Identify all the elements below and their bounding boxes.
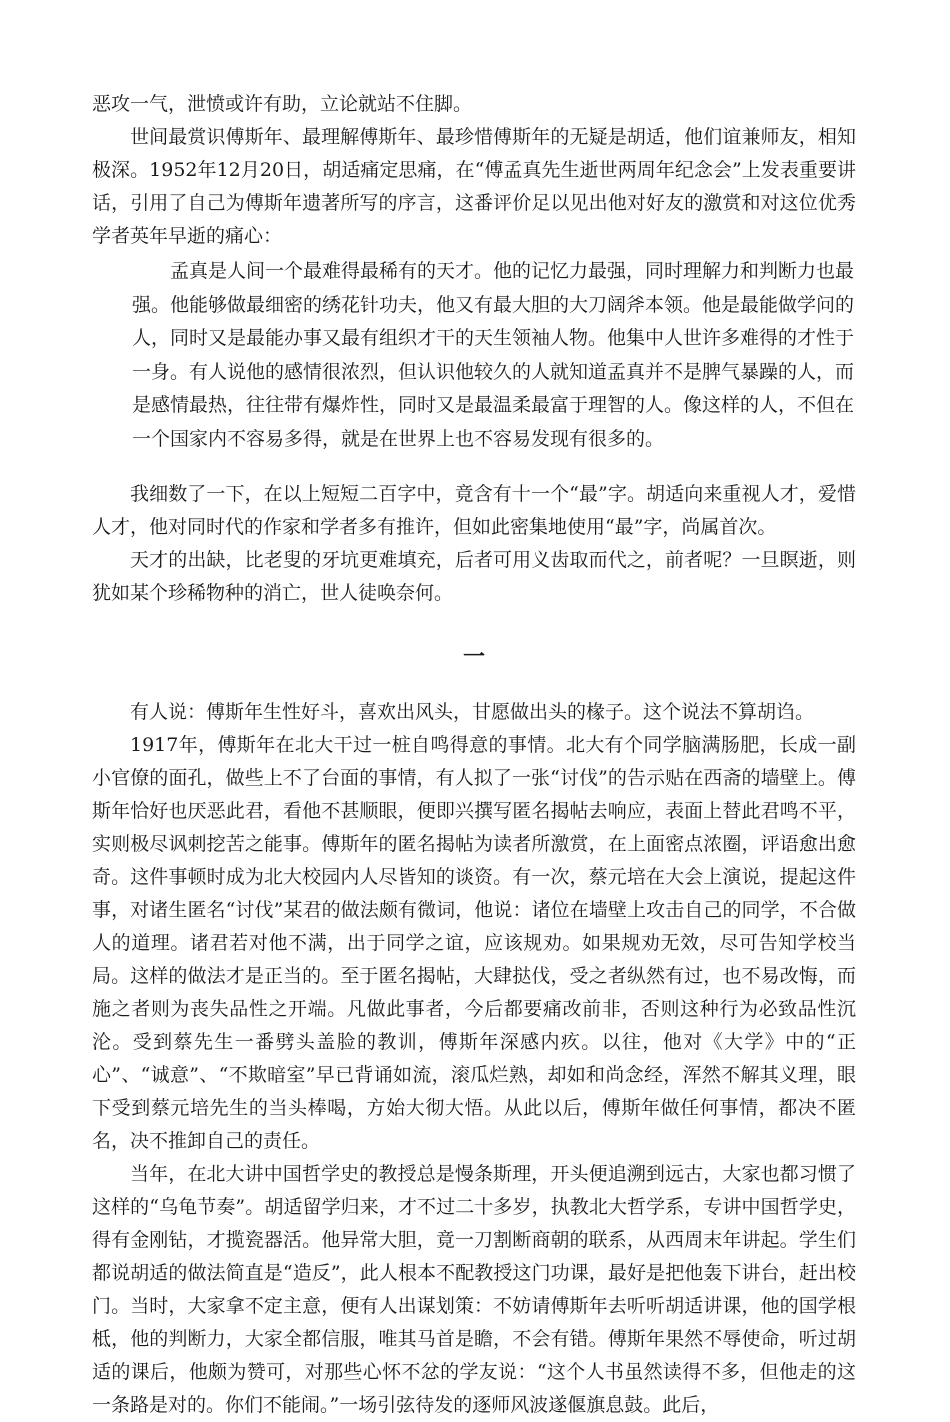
- paragraph-1917-anecdote: 1917年，傅斯年在北大干过一桩自鸣得意的事情。北大有个同学脑满肠肥，长成一副小官僚的面孔，做些上不了台面的事情，有人拟了一张“讨伐”的告示贴在西斋的墙壁上。傅斯年恰好也厌恶此君，看他不甚顺眼，便即兴撰写匿名揭帖去响应，表面上替此君鸣不平，实则极尽讽刺挖苦之能事。傅斯年的匿名揭帖为读者所激赏，在上面密点浓圈，评语愈出愈奇。这件事顿时成为北大校园内人尽皆知的谈资。有一次，蔡元培在大会上演说，提起这件事，对诸生匿名“讨伐”某君的做法颇有微词，他说：诸位在墙壁上攻击自己的同学，不合做人的道理。诸君若对他不满，出于同学之谊，应该规劝。如果规劝无效，尽可告知学校当局。这样的做法才是正当的。至于匿名揭帖，大肆挞伐，受之者纵然有过，也不易改悔，而施之者则为丧失品性之开端。凡做此事者，今后都要痛改前非，否则这种行为必致品性沉沦。受到蔡先生一番劈头盖脸的教训，傅斯年深感内疚。以往，他对《大学》中的“正心”、“诚意”、“不欺暗室”早已背诵如流，滚瓜烂熟，却如和尚念经，浑然不解其义理，眼下受到蔡元培先生的当头棒喝，方始大彻大悟。从此以后，傅斯年做任何事情，都决不匿名，决不推卸自己的责任。: [92, 734, 856, 1152]
- paragraph-count-zui: 我细数了一下，在以上短短二百字中，竟含有十一个“最”字。胡适向来重视人才，爱惜人才，他对同时代的作家和学者多有推许，但如此密集地使用“最”字，尚属首次。: [92, 483, 856, 538]
- paragraph-section-opening: 有人说：傅斯年生性好斗，喜欢出风头，甘愿做出头的椽子。这个说法不算胡诌。: [130, 701, 815, 723]
- document-page: [92, 88, 856, 1422]
- paragraph-hu-shi-intro: 世间最赏识傅斯年、最理解傅斯年、最珍惜傅斯年的无疑是胡适，他们谊兼师友，相知极深。1952年12月20日，胡适痛定思痛，在“傅孟真先生逝世两周年纪念会”上发表重要讲话，引用了自己为傅斯年遗著所写的序言，这番评价足以见出他对好友的激赏和对这位优秀学者英年早逝的痛心：: [92, 126, 856, 247]
- section-number: 一: [462, 645, 485, 670]
- paragraph-genius-loss: 天才的出缺，比老叟的牙坑更难填充，后者可用义齿取而代之，前者呢？一旦瞑逝，则犹如某个珍稀物种的消亡，世人徒唤奈何。: [92, 549, 856, 604]
- paragraph-continuation: 恶攻一气，泄愤或许有助，立论就站不住脚。: [92, 93, 473, 115]
- block-quote-hu-shi: 孟真是人间一个最难得最稀有的天才。他的记忆力最强，同时理解力和判断力也最强。他能够做最细密的绣花针功夫，他又有最大胆的大刀阔斧本领。他是最能做学问的人，同时又是最能办事又最有组织才干的天生领袖人物。他集中人世许多难得的才性于一身。有人说他的感情很浓烈，但认识他较久的人就知道孟真并不是脾气暴躁的人，而是感情最热，往往带有爆炸性，同时又是最温柔最富于理智的人。像这样的人，不但在一个国家内不容易多得，就是在世界上也不容易发现有很多的。: [132, 260, 855, 450]
- spacer: [92, 456, 856, 478]
- paragraph-philosophy-lecture: 当年，在北大讲中国哲学史的教授总是慢条斯理，开头便追溯到远古，大家也都习惯了这样的“乌龟节奏”。胡适留学归来，才不过二十多岁，执教北大哲学系，专讲中国哲学史，得有金刚钻，才揽瓷器活。他异常大胆，竟一刀割断商朝的联系，从西周末年讲起。学生们都说胡适的做法简直是“造反”，此人根本不配教授这门功课，最好是把他轰下讲台，赶出校门。当时，大家拿不定主意，便有人出谋划策：不妨请傅斯年去听听胡适讲课，他的国学根柢，他的判断力，大家全都信服，唯其马首是瞻，不会有错。傅斯年果然不辱使命，听过胡适的课后，他颇为赞可，对那些心怀不忿的学友说：“这个人书虽然读得不多，但他走的这一条路是对的。你们不能闹。”一场引弦待发的逐师风波遂偃旗息鼓。此后，: [92, 1163, 856, 1416]
